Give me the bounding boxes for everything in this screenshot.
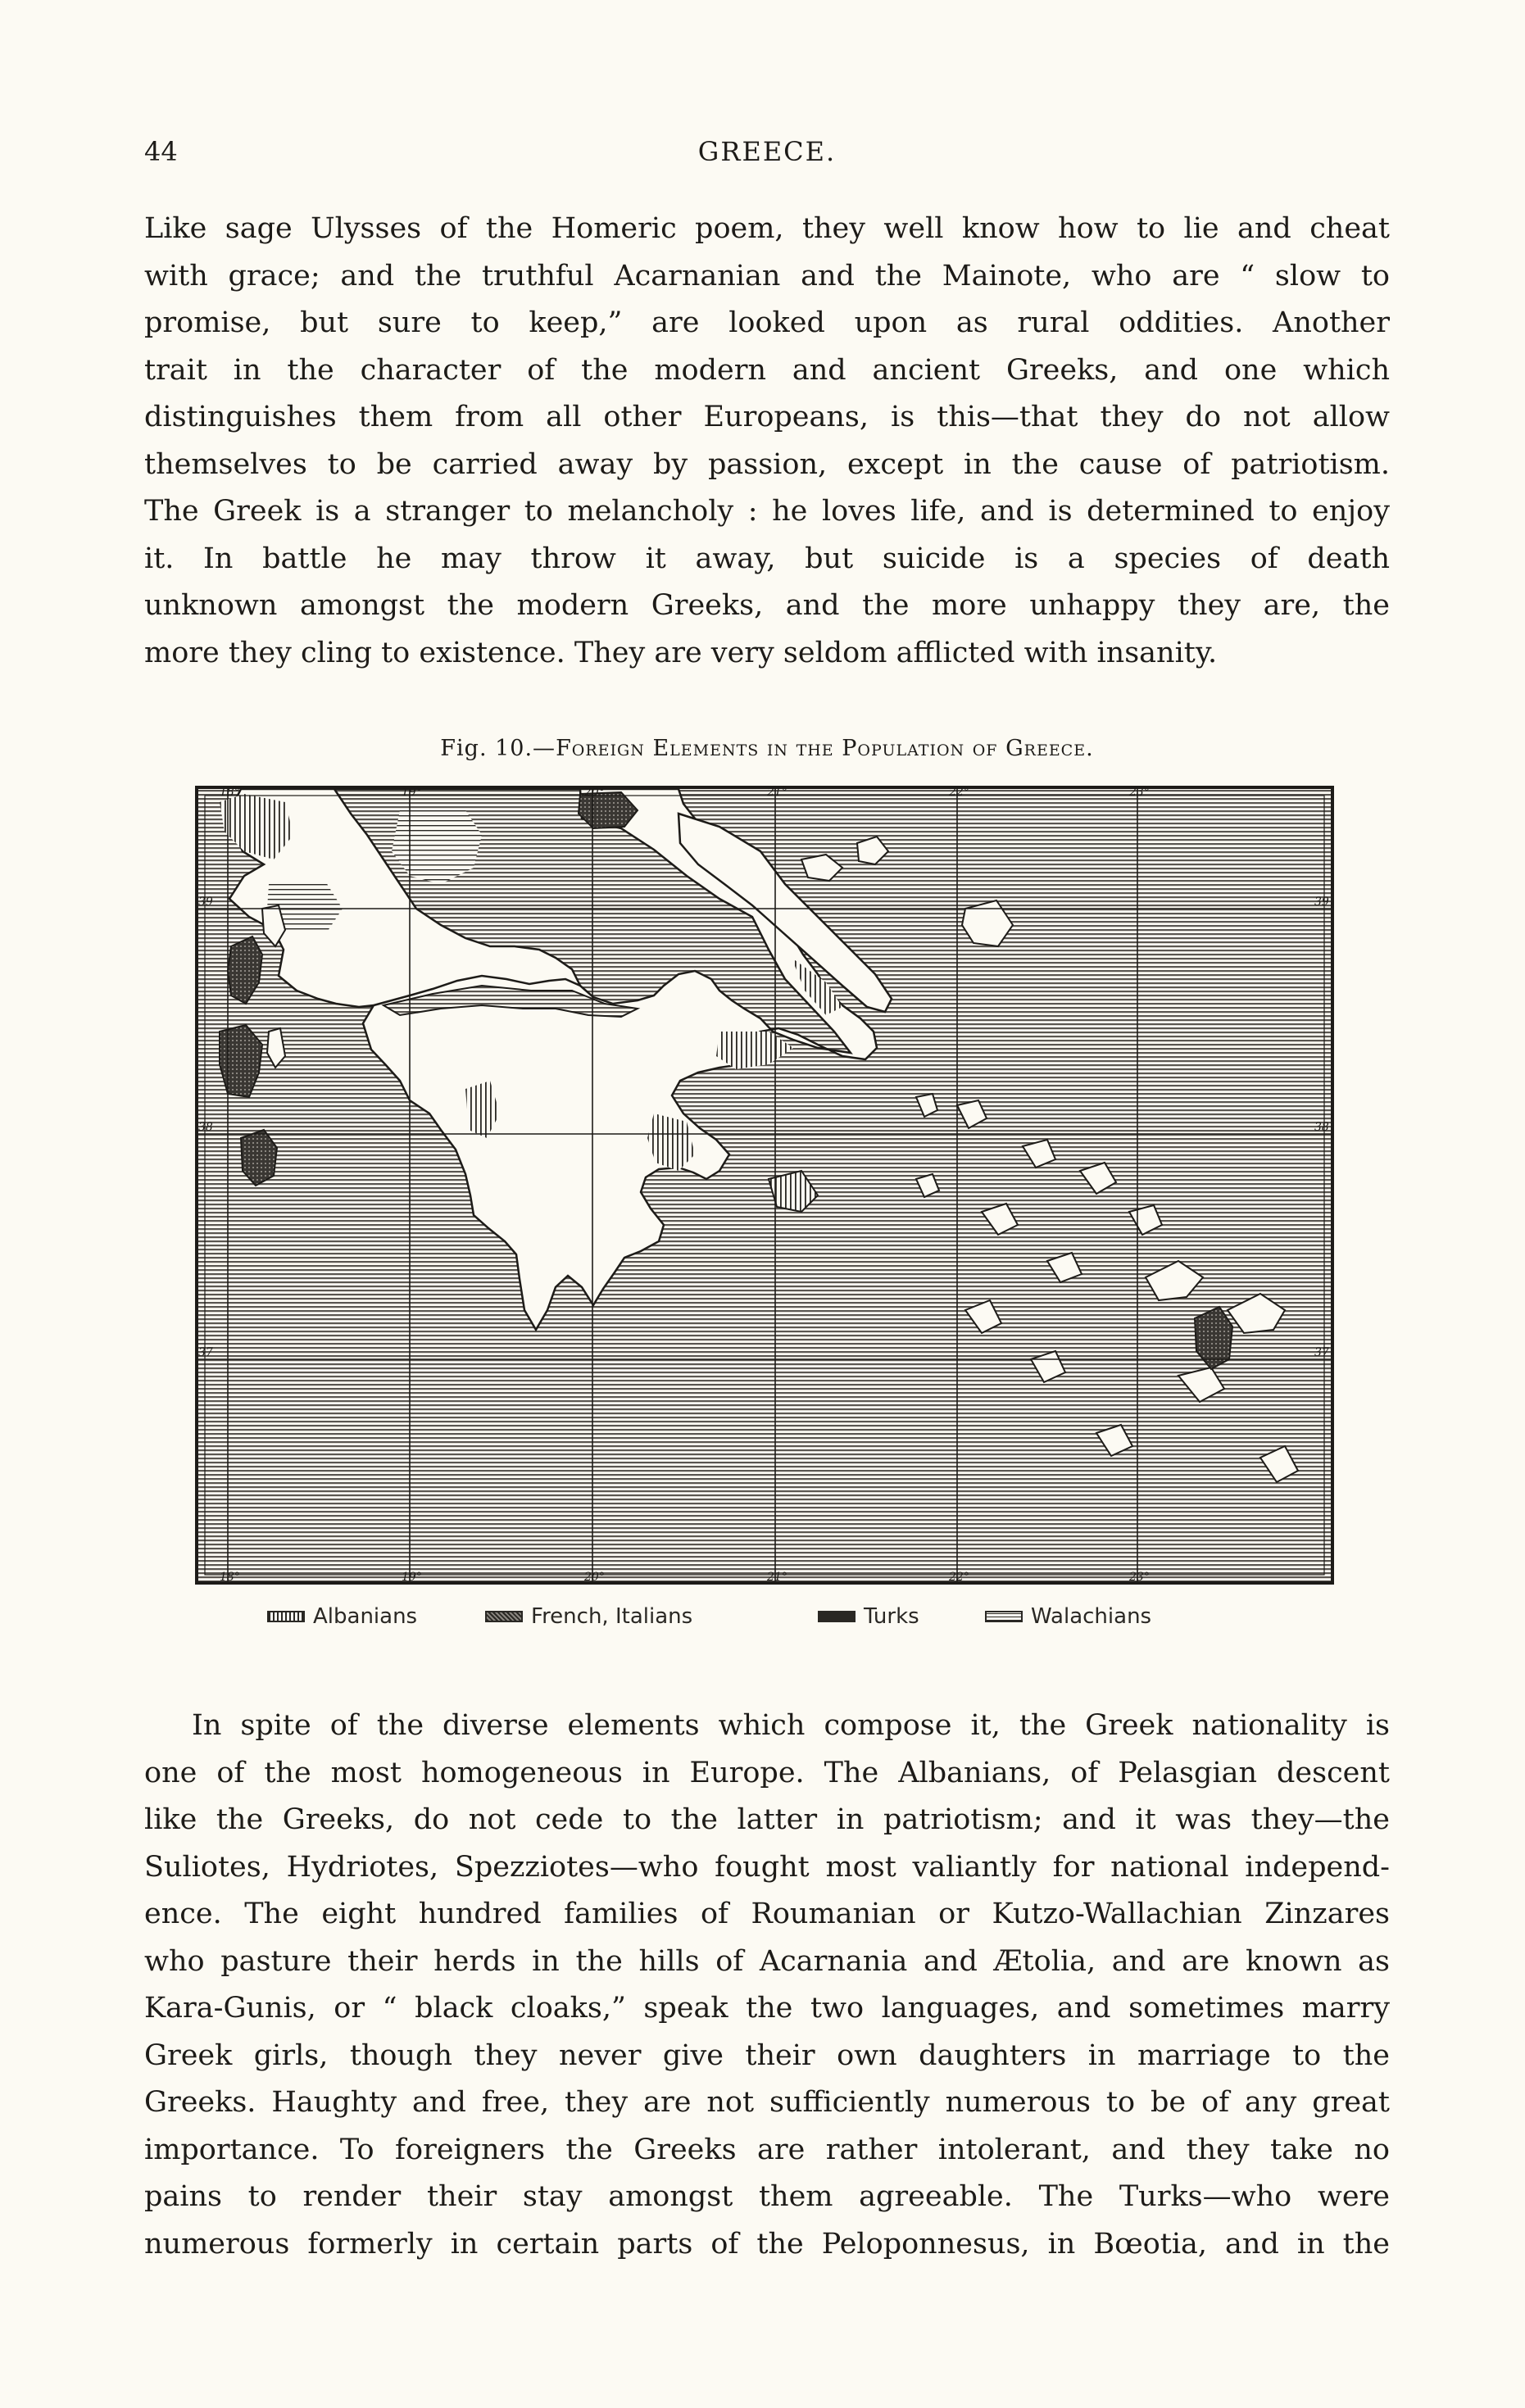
caption-title: Foreign Elements in the Population of Greece. (556, 736, 1094, 761)
legend-label: Albanians (313, 1604, 418, 1629)
legend-label: Turks (864, 1604, 919, 1629)
text-line: more they cling to existence. They are very seldom afflicted with insanity. (144, 636, 1218, 669)
legend-item-walachians (985, 1604, 1151, 1629)
turks-swatch-icon (818, 1611, 856, 1622)
french-italians-swatch-icon (485, 1611, 523, 1622)
text-line: themselves to be carried away by passion, except in the cause of patriotism. (144, 447, 1390, 481)
text-line: trait in the character of the modern and ancient Greeks, and one which (144, 353, 1390, 387)
lon-label-top: 20° (584, 786, 605, 799)
figure-caption (144, 736, 1390, 761)
text-line: one of the most homogeneous in Europe. The Albanians, of Pelasgian descent (144, 1756, 1390, 1789)
lon-label-bottom: 20° (584, 1571, 605, 1584)
lon-label-bottom: 19° (402, 1571, 422, 1584)
text-line: distinguishes them from all other Europeans, is this—that they do not allow (144, 401, 1390, 433)
lon-label-top: 22° (949, 786, 969, 799)
text-line: importance. To foreigners the Greeks are rather intolerant, and they take no (144, 2133, 1390, 2166)
text-line: Greeks. Haughty and free, they are not sufficiently numerous to be of any great (144, 2086, 1390, 2119)
population-map (195, 786, 1334, 1585)
legend-item-turks (818, 1604, 919, 1629)
lat-label-left: 39 (198, 896, 213, 909)
walachians-swatch-icon (985, 1611, 1023, 1622)
lon-label-top: 18° (220, 786, 240, 799)
lon-label-bottom: 22° (949, 1571, 969, 1584)
text-line: Suliotes, Hydriotes, Spezziotes—who fought most valiantly for national independ- (144, 1850, 1390, 1884)
lat-label-right: 38 (1314, 1121, 1329, 1134)
lon-label-top: 21° (767, 786, 787, 799)
text-line: numerous formerly in certain parts of the Peloponnesus, in Bœotia, and in the (144, 2227, 1390, 2261)
text-line: who pasture their herds in the hills of Acarnania and Ætolia, and are known as (144, 1944, 1390, 1978)
text-line: promise, but sure to keep,” are looked upon as rural oddities. Another (144, 306, 1390, 339)
text-line: The Greek is a stranger to melancholy : he loves life, and is determined to enjoy (144, 495, 1390, 528)
caption-prefix: Fig. 10.— (440, 736, 556, 761)
running-title: GREECE. (697, 136, 837, 167)
lat-label-left: 38 (198, 1121, 213, 1134)
lon-label-bottom: 18° (220, 1571, 240, 1584)
lon-label-top: 19° (402, 786, 422, 799)
text-line: ence. The eight hundred families of Roumanian or Kutzo-Wallachian Zinzares (144, 1898, 1390, 1930)
legend-label: Walachians (1031, 1604, 1152, 1629)
lon-label-bottom: 23° (1129, 1571, 1150, 1584)
lat-label-right: 39 (1314, 896, 1329, 909)
legend-item-french-italians (485, 1604, 692, 1629)
text-line: unknown amongst the modern Greeks, and the more unhappy they are, the (144, 589, 1390, 622)
text-line: it. In battle he may throw it away, but suicide is a species of death (144, 542, 1390, 575)
lon-label-bottom: 21° (767, 1571, 787, 1584)
text-line: like the Greeks, do not cede to the latter in patriotism; and it was they—the (144, 1803, 1390, 1836)
text-line: In spite of the diverse elements which compose it, the Greek nationality is (192, 1709, 1390, 1742)
text-line: Kara-Gunis, or “ black cloaks,” speak the two languages, and sometimes marry (144, 1992, 1390, 2025)
text-line: with grace; and the truthful Acarnanian and the Mainote, who are “ slow to (144, 259, 1390, 292)
map-legend (144, 1604, 1390, 1637)
running-head (144, 136, 1390, 169)
page-number: 44 (144, 136, 178, 167)
legend-label: French, Italians (531, 1604, 693, 1629)
lat-label-left: 37 (198, 1346, 213, 1359)
text-line: pains to render their stay amongst them agreeable. The Turks—who were (144, 2180, 1390, 2213)
text-line: Like sage Ulysses of the Homeric poem, they well know how to lie and cheat (144, 212, 1390, 245)
paragraph-1 (144, 206, 1390, 677)
text-line: Greek girls, though they never give their own daughters in marriage to the (144, 2038, 1390, 2072)
legend-item-albanians (267, 1604, 417, 1629)
lat-label-right: 37 (1314, 1346, 1329, 1359)
lon-label-top: 23° (1129, 786, 1150, 799)
paragraph-2 (144, 1703, 1390, 2268)
albanians-swatch-icon (267, 1611, 305, 1622)
